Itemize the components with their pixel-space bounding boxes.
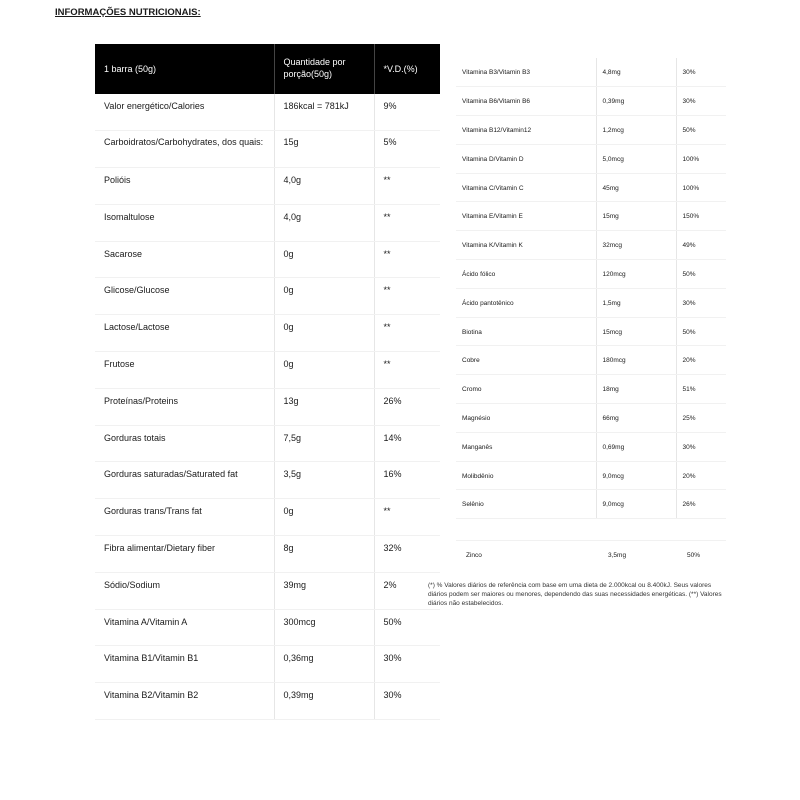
nutrient-name: Gorduras totais [95, 425, 274, 462]
table-row [95, 388, 440, 425]
nutrient-amount: 66mg [596, 404, 676, 433]
table-row [456, 461, 726, 490]
nutrient-dv: 50% [374, 609, 440, 646]
nutrient-dv: 30% [676, 432, 726, 461]
nutrient-name: Vitamina K/Vitamin K [456, 231, 596, 260]
nutrient-dv: 2% [374, 572, 440, 609]
nutrient-amount: 32mcg [596, 231, 676, 260]
header-amount: Quantidade por porção(50g) [274, 44, 374, 94]
nutrient-dv: ** [374, 352, 440, 389]
nutrient-dv: 30% [676, 288, 726, 317]
nutrient-dv: 26% [676, 490, 726, 519]
nutrient-name: Glicose/Glucose [95, 278, 274, 315]
table-row [456, 490, 726, 519]
page-title: INFORMAÇÕES NUTRICIONAIS: [55, 7, 201, 18]
nutrient-name: Fibra alimentar/Dietary fiber [95, 536, 274, 573]
nutrient-name: Magnésio [456, 404, 596, 433]
table-row [95, 572, 440, 609]
nutrient-name: Sacarose [95, 241, 274, 278]
nutrient-name: Manganês [456, 432, 596, 461]
nutrient-dv: 25% [676, 404, 726, 433]
nutrient-amount: 0,39mg [274, 683, 374, 720]
nutrient-dv: 30% [676, 58, 726, 87]
nutrient-name: Valor energético/Calories [95, 94, 274, 131]
nutrient-amount: 15mg [596, 202, 676, 231]
table-row [95, 94, 440, 131]
zinc-row [456, 540, 726, 569]
table-row [456, 231, 726, 260]
table-row [95, 131, 440, 168]
nutrient-amount: 9,0mcg [596, 461, 676, 490]
nutrient-amount: 0g [274, 352, 374, 389]
table-row [95, 352, 440, 389]
nutrient-amount: 4,8mg [596, 58, 676, 87]
table-row [456, 58, 726, 87]
nutrient-name: Vitamina B2/Vitamin B2 [95, 683, 274, 720]
nutrient-amount: 300mcg [274, 609, 374, 646]
nutrient-amount: 3,5mg [608, 552, 627, 559]
nutrient-dv: 50% [687, 552, 701, 559]
nutrient-name: Zinco [466, 552, 482, 559]
table-row [95, 462, 440, 499]
table-row [456, 432, 726, 461]
nutrient-dv: 51% [676, 375, 726, 404]
nutrient-dv: 32% [374, 536, 440, 573]
table-row [456, 317, 726, 346]
table-row [95, 278, 440, 315]
nutrient-amount: 39mg [274, 572, 374, 609]
header-daily-value: *V.D.(%) [374, 44, 440, 94]
table-row [456, 202, 726, 231]
nutrient-amount: 3,5g [274, 462, 374, 499]
nutrient-amount: 0g [274, 241, 374, 278]
nutrient-amount: 0g [274, 315, 374, 352]
table-row [95, 168, 440, 205]
nutrient-amount: 15g [274, 131, 374, 168]
nutrient-name: Selênio [456, 490, 596, 519]
nutrient-name: Vitamina C/Vitamin C [456, 173, 596, 202]
table-row [95, 315, 440, 352]
nutrient-name: Vitamina A/Vitamin A [95, 609, 274, 646]
nutrient-dv: ** [374, 499, 440, 536]
nutrient-dv: ** [374, 315, 440, 352]
nutrient-dv: 50% [676, 116, 726, 145]
table-row [456, 260, 726, 289]
nutrient-amount: 0g [274, 499, 374, 536]
nutrient-name: Vitamina B1/Vitamin B1 [95, 646, 274, 683]
nutrient-name: Proteínas/Proteins [95, 388, 274, 425]
table-row [95, 609, 440, 646]
table-row [456, 116, 726, 145]
nutrient-name: Vitamina B12/Vitamin12 [456, 116, 596, 145]
table-row [95, 683, 440, 720]
nutrient-dv: 20% [676, 461, 726, 490]
table-row [95, 425, 440, 462]
nutrient-dv: 14% [374, 425, 440, 462]
nutrient-amount: 45mg [596, 173, 676, 202]
nutrient-amount: 1,2mcg [596, 116, 676, 145]
nutrient-name: Polióis [95, 168, 274, 205]
nutrient-name: Sódio/Sodium [95, 572, 274, 609]
nutrient-dv: 30% [676, 87, 726, 116]
nutrient-amount: 15mcg [596, 317, 676, 346]
table-row [95, 241, 440, 278]
table-row [456, 346, 726, 375]
nutrient-name: Biotina [456, 317, 596, 346]
nutrient-amount: 120mcg [596, 260, 676, 289]
nutrient-name: Gorduras saturadas/Saturated fat [95, 462, 274, 499]
table-row [456, 404, 726, 433]
nutrient-amount: 7,5g [274, 425, 374, 462]
nutrient-amount: 186kcal = 781kJ [274, 94, 374, 131]
nutrient-dv: 150% [676, 202, 726, 231]
nutrient-name: Vitamina B6/Vitamin B6 [456, 87, 596, 116]
nutrient-amount: 18mg [596, 375, 676, 404]
nutrient-amount: 9,0mcg [596, 490, 676, 519]
nutrient-dv: 100% [676, 144, 726, 173]
nutrient-amount: 4,0g [274, 204, 374, 241]
nutrient-amount: 4,0g [274, 168, 374, 205]
nutrient-dv: 16% [374, 462, 440, 499]
nutrient-amount: 8g [274, 536, 374, 573]
table-row [456, 144, 726, 173]
table-row [456, 173, 726, 202]
nutrient-dv: 26% [374, 388, 440, 425]
nutrient-name: Vitamina B3/Vitamin B3 [456, 58, 596, 87]
table-row [456, 288, 726, 317]
nutrition-table-continued [456, 58, 726, 519]
nutrient-dv: 20% [676, 346, 726, 375]
nutrient-amount: 0g [274, 278, 374, 315]
daily-value-footnote: (*) % Valores diários de referência com base em uma dieta de 2.000kcal ou 8.400kJ. Seus valores diários podem ser maiores ou menores, dependendo das suas necessidades energéticas. (**) Valores diários não estabelecidos. [428, 582, 722, 608]
nutrient-amount: 180mcg [596, 346, 676, 375]
nutrient-name: Molibdênio [456, 461, 596, 490]
nutrient-amount: 5,0mcg [596, 144, 676, 173]
nutrient-name: Vitamina D/Vitamin D [456, 144, 596, 173]
nutrient-name: Ácido fólico [456, 260, 596, 289]
nutrient-name: Frutose [95, 352, 274, 389]
table-row [95, 204, 440, 241]
nutrient-name: Lactose/Lactose [95, 315, 274, 352]
nutrient-amount: 1,5mg [596, 288, 676, 317]
table-row [95, 646, 440, 683]
nutrient-amount: 0,39mg [596, 87, 676, 116]
nutrient-dv: ** [374, 241, 440, 278]
nutrient-name: Carboidratos/Carbohydrates, dos quais: [95, 131, 274, 168]
nutrient-name: Cromo [456, 375, 596, 404]
table-row [95, 536, 440, 573]
nutrient-name: Ácido pantotênico [456, 288, 596, 317]
nutrition-table-main [95, 44, 440, 720]
nutrient-name: Gorduras trans/Trans fat [95, 499, 274, 536]
header-serving: 1 barra (50g) [104, 64, 157, 74]
nutrient-amount: 0,69mg [596, 432, 676, 461]
nutrient-amount: 0,36mg [274, 646, 374, 683]
nutrient-name: Isomaltulose [95, 204, 274, 241]
table-row [95, 499, 440, 536]
nutrient-dv: 30% [374, 683, 440, 720]
nutrient-dv: ** [374, 204, 440, 241]
nutrient-dv: 49% [676, 231, 726, 260]
table-header-row [95, 44, 440, 94]
nutrient-dv: 9% [374, 94, 440, 131]
nutrient-dv: 100% [676, 173, 726, 202]
nutrient-dv: 50% [676, 317, 726, 346]
nutrient-dv: ** [374, 168, 440, 205]
nutrient-dv: 50% [676, 260, 726, 289]
nutrient-dv: ** [374, 278, 440, 315]
nutrient-dv: 30% [374, 646, 440, 683]
nutrient-name: Cobre [456, 346, 596, 375]
table-row [456, 375, 726, 404]
nutrient-amount: 13g [274, 388, 374, 425]
table-row [456, 87, 726, 116]
nutrient-name: Vitamina E/Vitamin E [456, 202, 596, 231]
nutrient-dv: 5% [374, 131, 440, 168]
